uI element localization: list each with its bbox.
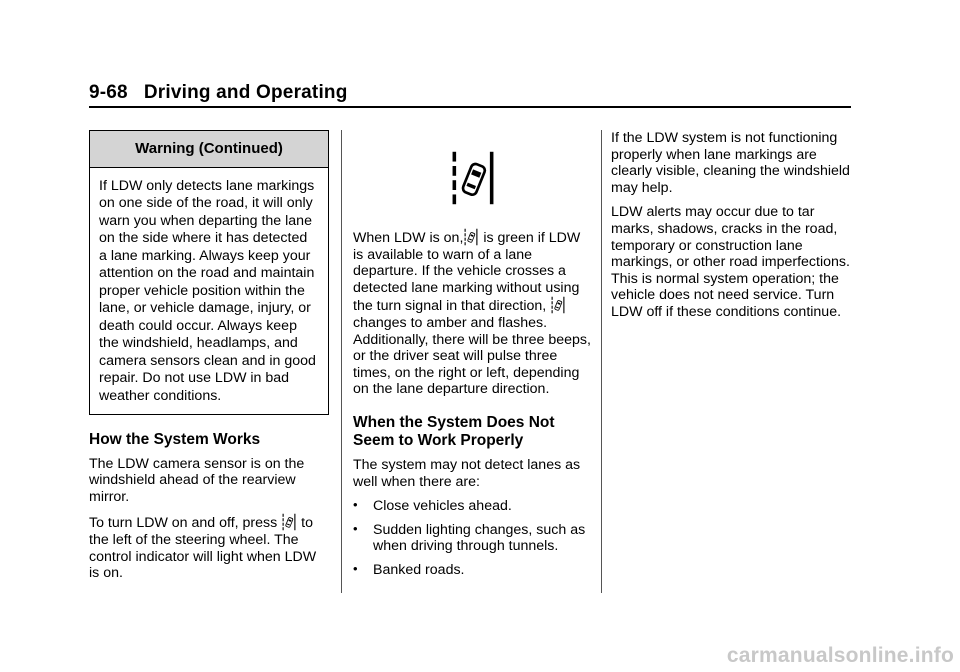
warning-title: Warning (Continued) [90, 131, 328, 168]
list-item: • Close vehicles ahead. [353, 498, 593, 515]
list-item: • Banked roads. [353, 562, 593, 579]
paragraph: The system may not detect lanes as well when there are: [353, 456, 581, 490]
lane-departure-icon [282, 513, 296, 531]
lane-departure-icon [464, 228, 478, 246]
paragraph: If the LDW system is not functioning properly when lane markings are clearly visible, cleaning the windshield may help. [611, 130, 850, 196]
watermark: carmanualsonline.info [726, 644, 954, 667]
lane-departure-icon [551, 296, 565, 314]
paragraph: When LDW is on, is green if LDW is available to warn of a lane departure. If the vehicle crosses a detected lane marking without using the turn signal in that direction, changes to amber and flashes. Additionally, there will be three beeps, or the driver seat will pulse three times, on the right or left, depending on the lane departure direction. [353, 230, 591, 398]
column-3 [611, 130, 856, 329]
column-1 [89, 130, 329, 590]
paragraph: The LDW camera sensor is on the windshield ahead of the rearview mirror. [89, 455, 305, 505]
list-item: • Sudden lighting changes, such as when driving through tunnels. [353, 522, 593, 555]
section-title: Driving and Operating [143, 82, 348, 103]
column-divider [601, 130, 602, 593]
column-2 [353, 150, 593, 586]
section-heading-how-it-works: How the System Works [89, 431, 261, 449]
page-header [89, 82, 348, 104]
warning-box [89, 130, 329, 415]
paragraph: To turn LDW on and off, press to the left of the steering wheel. The control indicator will light when LDW is on. [89, 515, 317, 582]
section-heading-not-working: When the System Does Not Seem to Work Properly [353, 413, 555, 450]
column-divider [341, 130, 342, 593]
header-rule [89, 106, 851, 108]
paragraph: LDW alerts may occur due to tar marks, shadows, cracks in the road, temporary or construction lane markings, or other road imperfections. This is normal system operation; the vehicle does not need service. Turn LDW off if these conditions continue. [611, 204, 850, 320]
lane-departure-icon [448, 150, 498, 206]
page-number: 9-68 [89, 82, 128, 103]
bullet-list [353, 498, 593, 578]
warning-text: If LDW only detects lane markings on one side of the road, it will only warn you when departing the lane on the side where it has detected a lane marking. Always keep your attention on the road and maintain proper vehicle position within the lane, or vehicle damage, injury, or death could occur. Always keep the windshield, headlamps, and camera sensors clean and in good repair. Do not use LDW in bad weather conditions. [99, 177, 316, 404]
